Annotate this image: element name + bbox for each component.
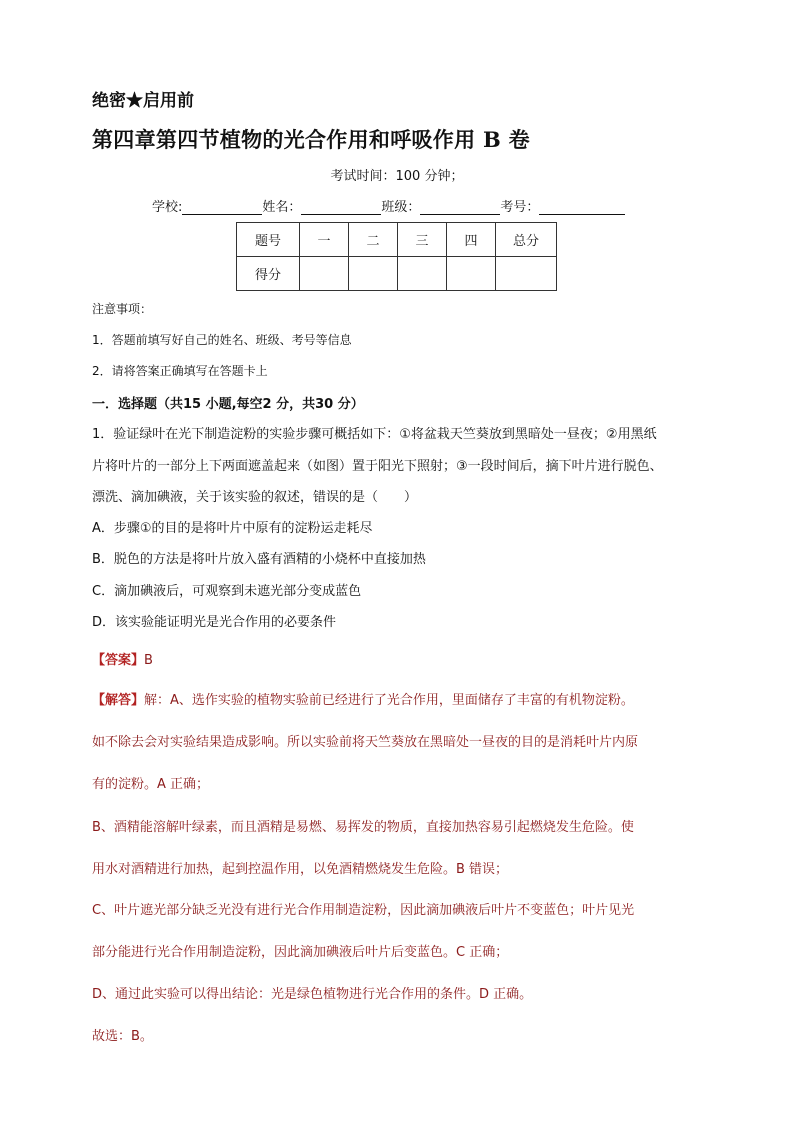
score-header-cell: 四 [447, 223, 496, 257]
exam-time: 考试时间：100 分钟； [330, 169, 464, 184]
notes-item: 2．请将答案正确填写在答题卡上 [92, 364, 268, 378]
score-header-cell: 一 [300, 223, 349, 257]
score-row-label: 得分 [237, 257, 300, 291]
score-cell[interactable] [398, 257, 447, 291]
option-c: C．滴加碘液后，可观察到未遮光部分变成蓝色 [92, 584, 362, 599]
option-a: A．步骤①的目的是将叶片中原有的淀粉运走耗尽 [92, 521, 373, 536]
question-text: 1．验证绿叶在光下制造淀粉的实验步骤可概括如下：①将盆栽天竺葵放到黑暗处一昼夜；②用黑纸 [92, 427, 657, 442]
notes-item: 1．答题前填写好自己的姓名、班级、考号等信息 [92, 333, 352, 347]
secret-label: 绝密★启用前 [92, 91, 194, 111]
option-d: D．该实验能证明光是光合作用的必要条件 [92, 615, 337, 630]
option-b: B．脱色的方法是将叶片放入盛有酒精的小烧杯中直接加热 [92, 552, 426, 567]
name-field[interactable] [301, 200, 381, 215]
score-header-cell: 总分 [496, 223, 557, 257]
page-title: 第四章第四节植物的光合作用和呼吸作用 B 卷 [92, 127, 530, 152]
score-table-header-row [237, 223, 557, 257]
analysis-text: 如不除去会对实验结果造成影响。所以实验前将天竺葵放在黑暗处一昼夜的目的是消耗叶片内原 [92, 735, 639, 750]
name-label: 姓名： [262, 200, 302, 215]
analysis-text: 解：A、选作实验的植物实验前已经进行了光合作用，里面储存了丰富的有机物淀粉。 [144, 693, 634, 708]
question-text: 漂洗、滴加碘液，关于该实验的叙述，错误的是（ ） [92, 490, 418, 505]
answer-label: 【答案】 [92, 653, 145, 668]
analysis-text: 部分能进行光合作用制造淀粉，因此滴加碘液后叶片后变蓝色。C 正确； [92, 945, 509, 960]
student-info-line [152, 196, 625, 215]
analysis-final: 故选：B。 [92, 1029, 153, 1044]
analysis-text: 有的淀粉。A 正确； [92, 777, 210, 792]
number-label: 考号： [500, 200, 540, 215]
school-field[interactable] [182, 200, 262, 215]
answer-value: B [144, 653, 153, 668]
analysis-label: 【解答】 [92, 693, 145, 708]
class-label: 班级： [381, 200, 421, 215]
question-text: 片将叶片的一部分上下两面遮盖起来（如图）置于阳光下照射；③一段时间后，摘下叶片进行脱色、 [92, 459, 663, 474]
class-field[interactable] [420, 200, 500, 215]
score-header-cell: 题号 [237, 223, 300, 257]
answer-line [92, 649, 153, 668]
score-cell[interactable] [300, 257, 349, 291]
score-header-cell: 二 [349, 223, 398, 257]
analysis-text: C、叶片遮光部分缺乏光没有进行光合作用制造淀粉，因此滴加碘液后叶片不变蓝色；叶片见光 [92, 903, 635, 918]
number-field[interactable] [539, 200, 625, 215]
score-cell[interactable] [349, 257, 398, 291]
notes-heading: 注意事项： [92, 302, 153, 316]
score-table-score-row [237, 257, 557, 291]
analysis-line [92, 689, 634, 708]
analysis-text: B、酒精能溶解叶绿素，而且酒精是易燃、易挥发的物质，直接加热容易引起燃烧发生危险。使 [92, 820, 634, 835]
analysis-text: 用水对酒精进行加热，起到控温作用，以免酒精燃烧发生危险。B 错误； [92, 862, 509, 877]
score-cell[interactable] [447, 257, 496, 291]
school-label: 学校: [152, 200, 183, 215]
score-header-cell: 三 [398, 223, 447, 257]
score-table [236, 222, 557, 291]
analysis-text: D、通过此实验可以得出结论：光是绿色植物进行光合作用的条件。D 正确。 [92, 987, 533, 1002]
score-cell[interactable] [496, 257, 557, 291]
section-heading: 一．选择题（共15 小题,每空2 分，共30 分） [92, 397, 364, 412]
